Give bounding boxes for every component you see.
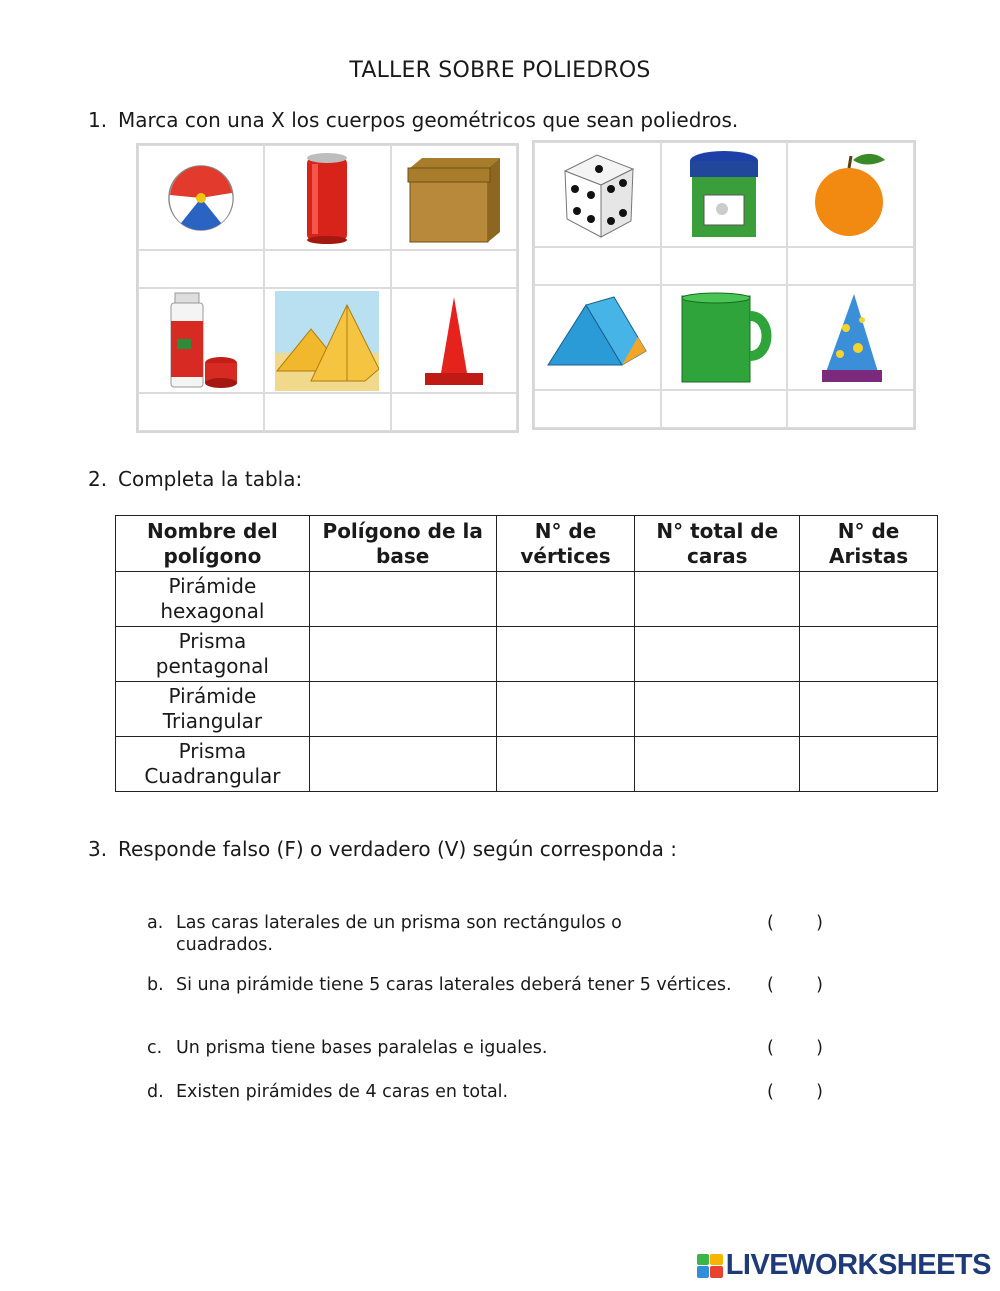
answer-cell[interactable] xyxy=(391,250,517,288)
table-input-cell[interactable] xyxy=(496,737,635,792)
table-input-cell[interactable] xyxy=(635,682,800,737)
column-header: N° de vértices xyxy=(496,516,635,572)
true-false-answer-field[interactable]: ( ) xyxy=(767,913,823,933)
table-input-cell[interactable] xyxy=(309,737,496,792)
table-row xyxy=(116,737,938,792)
table-input-cell[interactable] xyxy=(800,627,938,682)
question-text: Marca con una X los cuerpos geométricos que sean poliedros. xyxy=(118,108,739,132)
cardboard-box-image xyxy=(391,145,517,250)
statement-text: Existen pirámides de 4 caras en total. xyxy=(176,1082,509,1102)
true-false-answer-field[interactable]: ( ) xyxy=(767,1038,823,1058)
image-grid-left xyxy=(136,143,519,433)
question-number: 1. xyxy=(88,108,108,132)
table-input-cell[interactable] xyxy=(635,737,800,792)
row-label: Prisma Cuadrangular xyxy=(116,737,310,792)
dice-image xyxy=(534,142,661,247)
statement-text: Las caras laterales de un prisma son rectángulos o xyxy=(176,913,622,933)
table-header-row xyxy=(116,516,938,572)
column-header: Polígono de la base xyxy=(309,516,496,572)
answer-cell[interactable] xyxy=(391,393,517,431)
tent-image xyxy=(534,285,661,390)
page-title: TALLER SOBRE POLIEDROS xyxy=(349,58,651,83)
beach-ball-image xyxy=(138,145,264,250)
answer-cell[interactable] xyxy=(661,390,788,428)
table-input-cell[interactable] xyxy=(635,627,800,682)
true-false-answer-field[interactable]: ( ) xyxy=(767,975,823,995)
row-label: Prisma pentagonal xyxy=(116,627,310,682)
table-input-cell[interactable] xyxy=(496,627,635,682)
answer-cell[interactable] xyxy=(661,247,788,285)
jar-image xyxy=(661,142,788,247)
answer-cell[interactable] xyxy=(138,250,264,288)
question-text: Completa la tabla: xyxy=(118,467,303,491)
brand-name: LIVEWORKSHEETS xyxy=(725,1249,991,1281)
question-text: Responde falso (F) o verdadero (V) según corresponda : xyxy=(118,837,677,861)
answer-cell[interactable] xyxy=(787,390,914,428)
table-input-cell[interactable] xyxy=(800,737,938,792)
column-header: N° de Aristas xyxy=(800,516,938,572)
party-hat-image xyxy=(787,285,914,390)
table-input-cell[interactable] xyxy=(800,682,938,737)
statement-letter: d. xyxy=(147,1082,164,1102)
table-row xyxy=(116,627,938,682)
table-input-cell[interactable] xyxy=(309,682,496,737)
table-input-cell[interactable] xyxy=(309,627,496,682)
glue-stick-image xyxy=(138,288,264,393)
answer-cell[interactable] xyxy=(787,247,914,285)
image-grid-right xyxy=(532,140,916,430)
soda-can-image xyxy=(264,145,390,250)
answer-cell[interactable] xyxy=(534,247,661,285)
statement-letter: c. xyxy=(147,1038,163,1058)
question-1 xyxy=(88,108,738,132)
statement-text: Si una pirámide tiene 5 caras laterales deberá tener 5 vértices. xyxy=(176,975,732,995)
statement-letter: b. xyxy=(147,975,164,995)
polyhedra-table xyxy=(115,515,938,792)
table-input-cell[interactable] xyxy=(309,572,496,627)
question-2 xyxy=(88,467,302,491)
orange-image xyxy=(787,142,914,247)
table-input-cell[interactable] xyxy=(496,682,635,737)
table-row xyxy=(116,682,938,737)
statement-text: cuadrados. xyxy=(176,935,273,955)
question-number: 3. xyxy=(88,837,108,861)
table-input-cell[interactable] xyxy=(800,572,938,627)
column-header: N° total de caras xyxy=(635,516,800,572)
table-input-cell[interactable] xyxy=(635,572,800,627)
question-3 xyxy=(88,837,677,861)
true-false-answer-field[interactable]: ( ) xyxy=(767,1082,823,1102)
column-header: Nombre del polígono xyxy=(116,516,310,572)
traffic-cone-image xyxy=(391,288,517,393)
statement-letter: a. xyxy=(147,913,164,933)
answer-cell[interactable] xyxy=(264,250,390,288)
mug-image xyxy=(661,285,788,390)
liveworksheets-logo-icon xyxy=(697,1254,723,1278)
answer-cell[interactable] xyxy=(534,390,661,428)
liveworksheets-brand[interactable] xyxy=(697,1249,991,1282)
row-label: Pirámide Triangular xyxy=(116,682,310,737)
question-number: 2. xyxy=(88,467,108,491)
statement-text: Un prisma tiene bases paralelas e iguales. xyxy=(176,1038,548,1058)
row-label: Pirámide hexagonal xyxy=(116,572,310,627)
table-row xyxy=(116,572,938,627)
answer-cell[interactable] xyxy=(138,393,264,431)
answer-cell[interactable] xyxy=(264,393,390,431)
pyramids-image xyxy=(264,288,390,393)
table-input-cell[interactable] xyxy=(496,572,635,627)
